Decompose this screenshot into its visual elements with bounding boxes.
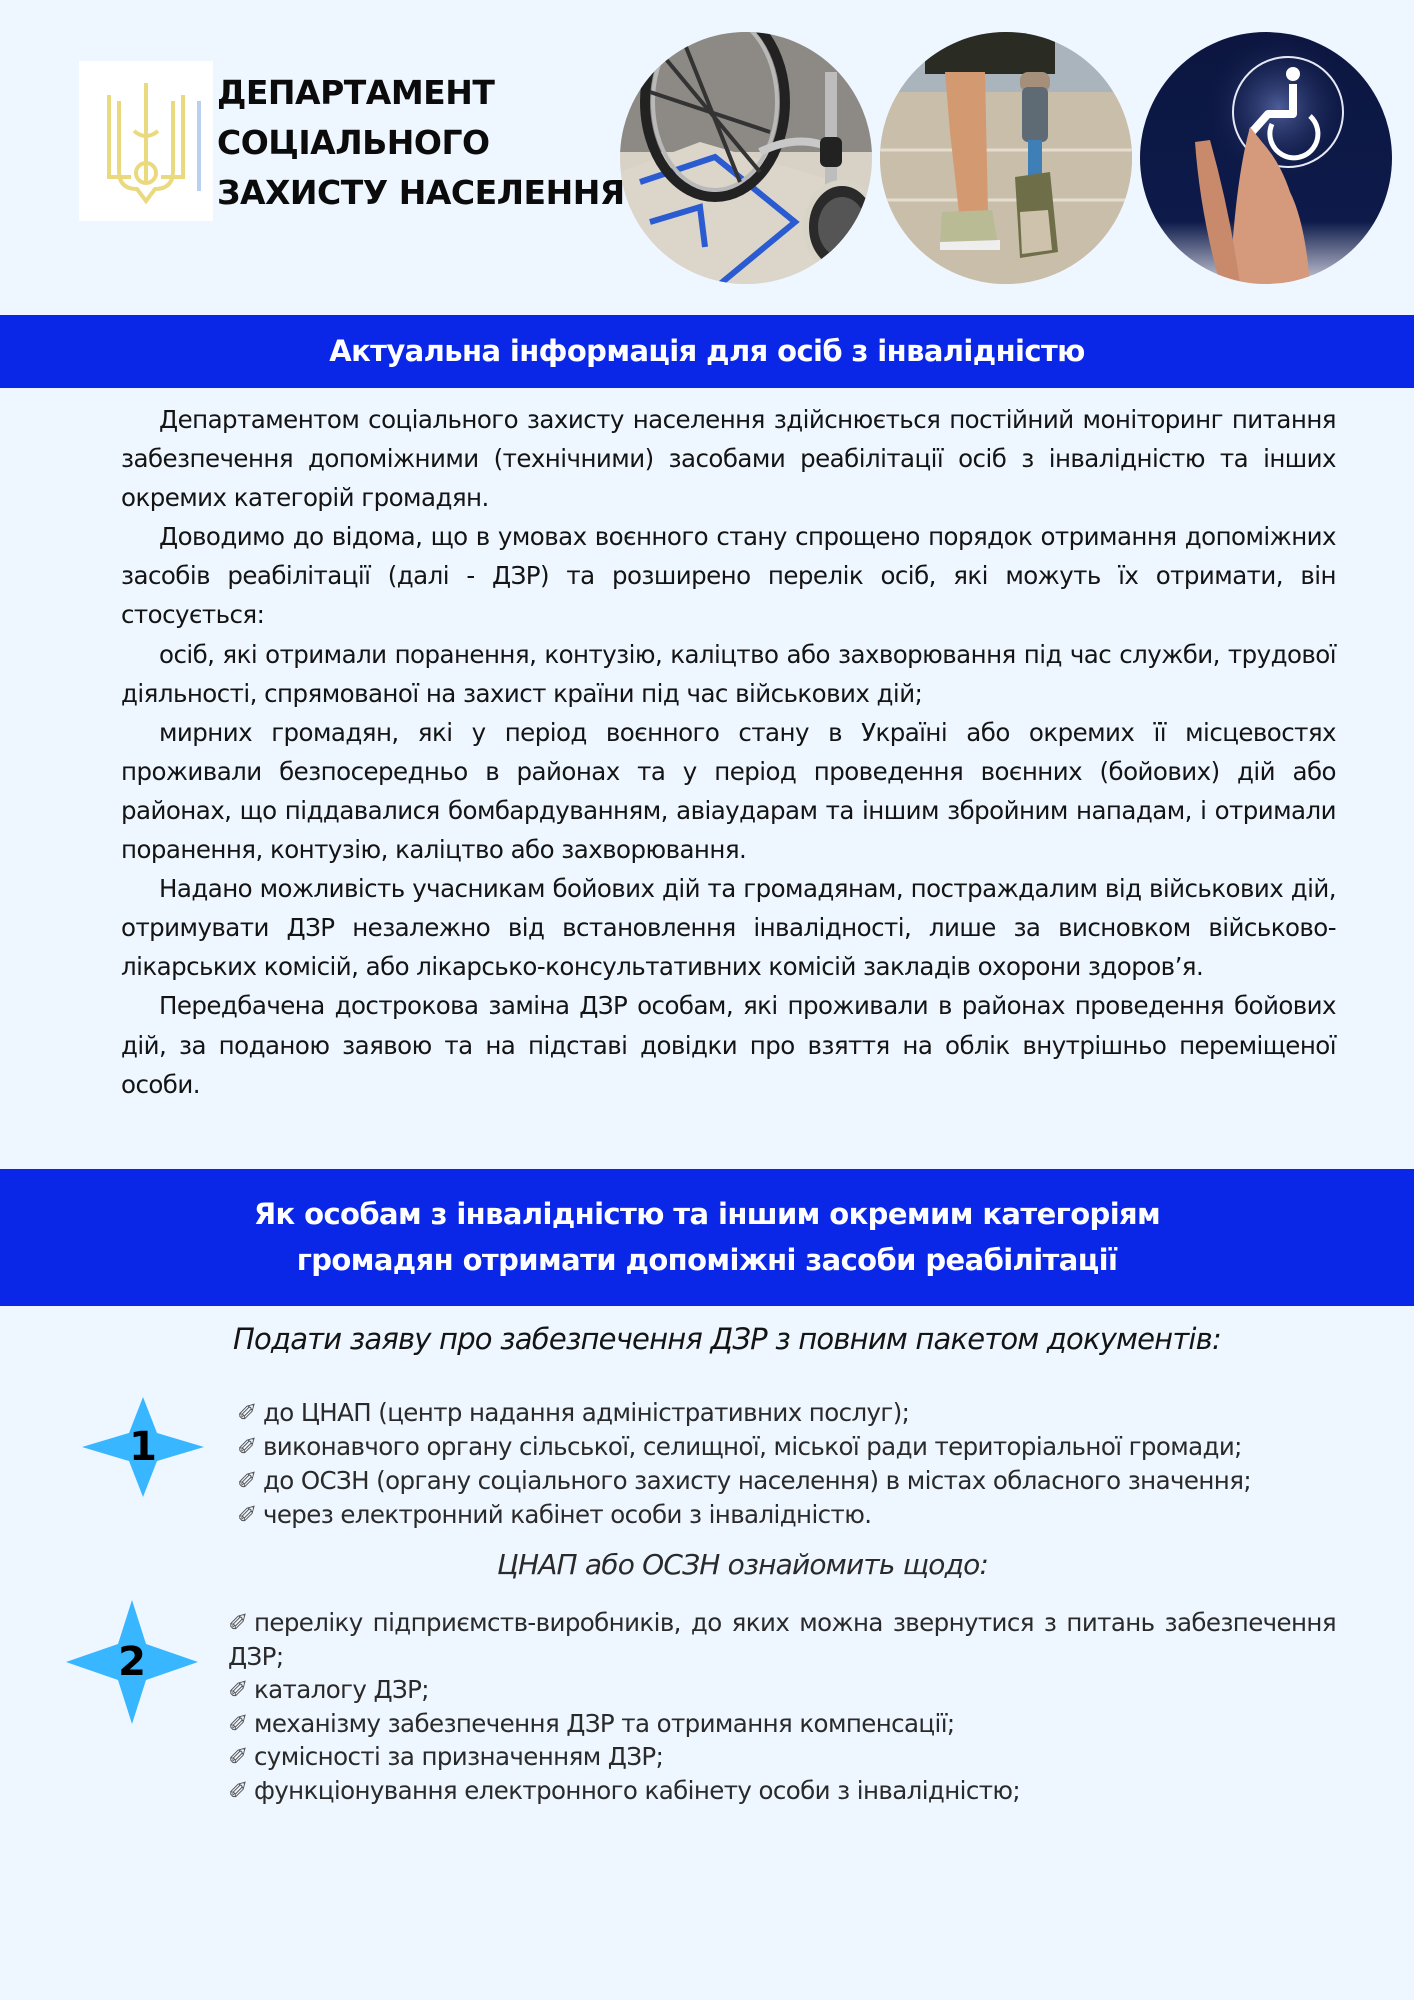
check-mark-icon: ✐ [237, 1432, 257, 1461]
step-1-list [237, 1396, 1251, 1532]
paragraph: Передбачена дострокова заміна ДЗР особам, які проживали в районах проведення бойових дій, за поданою заявою та на підставі довідки про взяття на облік внутрішньо переміщеної особи. [121, 991, 1336, 1099]
paragraph: Надано можливість учасникам бойових дій та громадянам, постраждалим від військових дій, отримувати ДЗР незалежно від встановлення інвалідності, лише за висновком військово-лікарських комісій, або лікарсько-консультативних комісій закладів охорони здоров’я. [121, 874, 1336, 982]
check-mark-icon: ✐ [228, 1608, 248, 1637]
check-mark-icon: ✐ [228, 1708, 248, 1738]
list-item: ✐ сумісності за призначенням ДЗР; [228, 1742, 664, 1771]
check-mark-icon: ✐ [228, 1775, 248, 1805]
list-item: ✐ до ЦНАП (центр надання адміністративних послуг); [237, 1398, 910, 1427]
org-title-line: ЗАХИСТУ НАСЕЛЕННЯ [217, 173, 625, 212]
section-title-band [0, 1169, 1414, 1306]
wheelchair-photo [620, 32, 872, 284]
list-item: ✐ переліку підприємств-виробників, до яких можна звернутися з питань забезпечення ДЗР; [228, 1608, 1336, 1671]
header [0, 0, 1414, 300]
list-item: ✐ механізму забезпечення ДЗР та отримання компенсації; [228, 1708, 955, 1738]
paragraph: мирних громадян, які у період воєнного стану в Україні або окремих її місцевостях проживали безпосередньо в районах та у період проведення воєнних (бойових) дій або районах, що піддавалися бомбардуванням, авіаударам та іншим збройним нападам, і отримали поранення, контузію, каліцтво або захворювання. [121, 717, 1336, 865]
trident-icon [79, 61, 213, 221]
list-item: ✐ до ОСЗН (органу соціального захисту населення) в містах обласного значення; [237, 1466, 1251, 1495]
list-item: ✐ функціонування електронного кабінету особи з інвалідністю; [228, 1775, 1021, 1805]
section-title-band [0, 315, 1414, 388]
coat-of-arms-logo [79, 61, 213, 221]
section-title-line: громадян отримати допоміжні засоби реабілітації [296, 1243, 1118, 1277]
step-2-list [228, 1606, 1336, 1807]
list-item: ✐ через електронний кабінет особи з інвалідністю. [237, 1500, 872, 1529]
step-1-star-badge [82, 1397, 204, 1497]
organization-title [217, 68, 625, 218]
step-1-heading: Подати заяву про забезпечення ДЗР з повним пакетом документів: [233, 1322, 1221, 1356]
step-number: 2 [118, 1639, 146, 1685]
paragraph: осіб, які отримали поранення, контузію, каліцтво або захворювання під час служби, трудової діяльності, спрямованої на захист країни під час військових дій; [121, 639, 1336, 708]
info-body [121, 400, 1336, 1104]
step-number: 1 [129, 1424, 157, 1470]
accessibility-symbol-photo [1140, 32, 1392, 284]
list-item: ✐ каталогу ДЗР; [228, 1675, 429, 1704]
org-title-line: ДЕПАРТАМЕНТ [217, 73, 495, 112]
paragraph: Департаментом соціального захисту населення здійснюється постійний моніторинг питання забезпечення допоміжними (технічними) засобами реабілітації осіб з інвалідністю та інших окремих категорій громадян. [121, 405, 1336, 513]
check-mark-icon: ✐ [228, 1675, 248, 1704]
step-2-heading: ЦНАП або ОСЗН ознайомить щодо: [497, 1548, 989, 1581]
list-item: ✐ виконавчого органу сільської, селищної, міської ради територіальної громади; [237, 1432, 1242, 1461]
check-mark-icon: ✐ [237, 1466, 257, 1495]
check-mark-icon: ✐ [228, 1742, 248, 1771]
section-title-line: Як особам з інвалідністю та іншим окремим категоріям [253, 1197, 1161, 1231]
section-title: Актуальна інформація для осіб з інвалідністю [329, 334, 1085, 368]
step-2-star-badge [66, 1600, 198, 1724]
check-mark-icon: ✐ [237, 1500, 257, 1529]
check-mark-icon: ✐ [237, 1398, 257, 1427]
paragraph: Доводимо до відома, що в умовах воєнного стану спрощено порядок отримання допоміжних засобів реабілітації (далі - ДЗР) та розширено перелік осіб, які можуть їх отримати, він стосується: [121, 522, 1336, 630]
prosthetic-leg-photo [880, 32, 1132, 284]
org-title-line: СОЦІАЛЬНОГО [217, 123, 490, 162]
